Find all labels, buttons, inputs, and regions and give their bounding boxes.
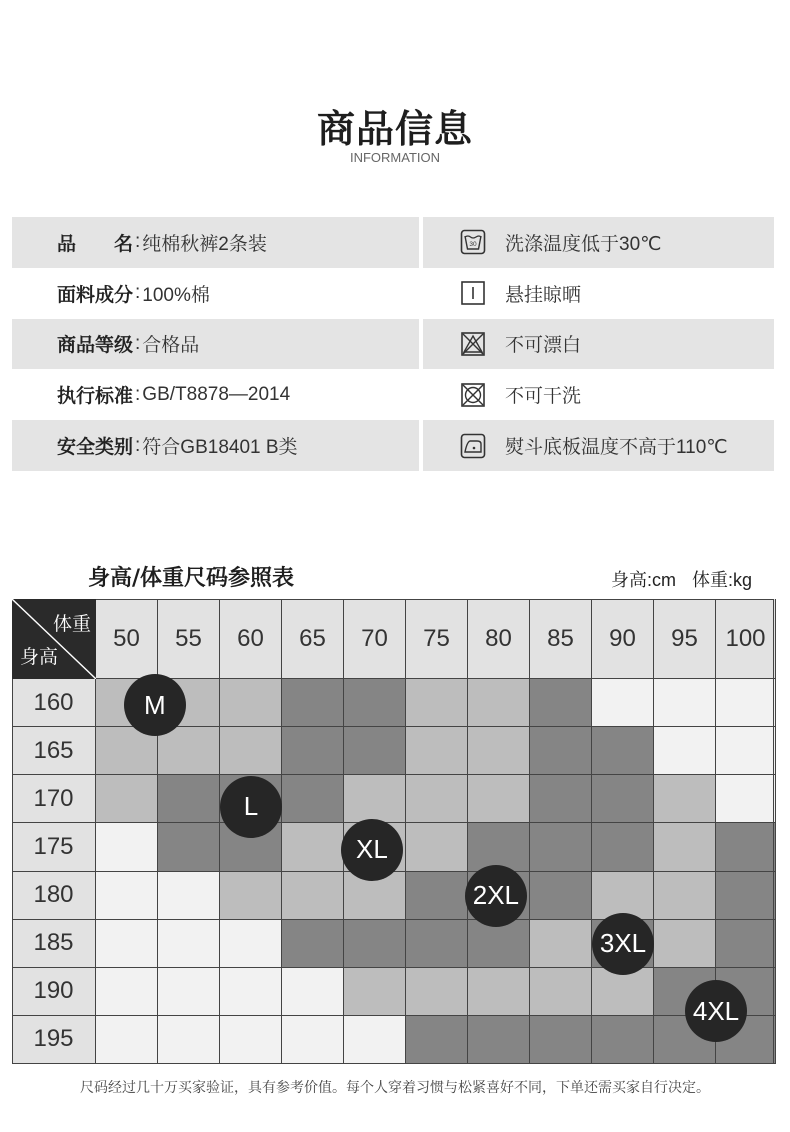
size-cell [158,872,220,920]
size-cell [468,727,530,775]
weight-header-cell: 55 [158,599,220,679]
size-cell [592,968,654,1016]
size-cell [96,968,158,1016]
info-row [12,369,774,420]
size-cell [220,968,282,1016]
size-cell [406,775,468,823]
iron-110-icon [460,433,486,459]
size-cell [96,775,158,823]
size-cell [282,775,344,823]
size-cell [468,968,530,1016]
size-cell [530,679,592,727]
size-cell [406,823,468,871]
size-cell [406,920,468,968]
size-cell [344,1016,406,1064]
size-cell [530,823,592,871]
size-cell [282,920,344,968]
size-cell [282,872,344,920]
info-separator: : [135,231,141,253]
height-header-cell: 195 [12,1016,96,1064]
info-value: 合格品 [142,335,200,357]
size-cell [158,727,220,775]
size-cell [282,727,344,775]
info-separator: : [135,332,141,354]
height-header-cell: 160 [12,679,96,727]
care-text: 悬挂晾晒 [505,284,582,306]
size-cell [220,727,282,775]
size-cell [592,727,654,775]
no-bleach-icon [460,331,486,357]
size-cell [654,920,716,968]
weight-header-cell: 90 [592,599,654,679]
weight-header-cell: 60 [220,599,282,679]
size-cell [592,823,654,871]
info-separator: : [135,434,141,456]
size-cell [592,1016,654,1064]
hang-dry-icon [460,280,486,306]
size-cell [468,920,530,968]
weight-header-cell: 65 [282,599,344,679]
size-cell [220,679,282,727]
size-cell [96,872,158,920]
size-cell [96,920,158,968]
size-cell [158,920,220,968]
size-badge: L [220,776,282,838]
size-cell [344,679,406,727]
size-cell [406,727,468,775]
size-cell [344,968,406,1016]
size-cell [344,775,406,823]
size-cell [468,1016,530,1064]
size-cell [220,1016,282,1064]
size-cell [530,968,592,1016]
svg-text:30: 30 [469,241,477,249]
size-chart-title: 身高/体重尺码参照表 [88,566,295,591]
size-cell [158,775,220,823]
size-cell [158,968,220,1016]
size-cell [96,1016,158,1064]
size-badge: XL [341,819,403,881]
info-row [12,420,774,471]
care-text: 不可干洗 [505,386,582,408]
size-cell [530,727,592,775]
weight-header-cell: 50 [96,599,158,679]
size-cell [716,823,776,871]
size-cell [468,679,530,727]
size-badge: M [124,674,186,736]
info-label: 执行标准 [57,385,134,408]
size-cell [96,823,158,871]
weight-header-cell: 75 [406,599,468,679]
height-header-cell: 190 [12,968,96,1016]
size-cell [530,775,592,823]
size-cell [654,823,716,871]
info-label: 面料成分 [57,283,134,306]
size-badge: 2XL [465,865,527,927]
size-cell [716,872,776,920]
size-cell [716,679,776,727]
height-header-cell: 170 [12,775,96,823]
size-cell [158,823,220,871]
info-label: 安全类别 [57,436,134,459]
size-cell [654,727,716,775]
size-cell [716,920,776,968]
size-cell [530,872,592,920]
size-cell [344,920,406,968]
info-value: 符合GB18401 B类 [142,437,298,459]
height-unit: 身高:cm [610,570,676,590]
size-cell [282,679,344,727]
weight-header-cell: 100 [716,599,776,679]
corner-height-label: 身高 [20,646,59,668]
info-separator: : [135,383,141,405]
info-row [12,319,774,370]
size-cell [530,1016,592,1064]
size-chart-units [611,566,752,592]
info-separator: : [135,282,141,304]
info-label: 品 名 [57,232,134,255]
size-cell [406,968,468,1016]
footnote: 尺码经过几十万买家验证，具有参考价值。每个人穿着习惯与松紧喜好不同，下单还需买家自行决定。 [80,1080,710,1096]
size-cell [220,920,282,968]
no-dry-clean-icon [460,382,486,408]
info-value: 纯棉秋裤2条装 [142,233,267,255]
size-cell [158,1016,220,1064]
size-cell [468,775,530,823]
size-cell [406,679,468,727]
size-cell [406,1016,468,1064]
info-value: GB/T8878—2014 [142,383,291,405]
corner-header [12,599,96,679]
size-cell [406,872,468,920]
size-cell [220,872,282,920]
size-cell [716,775,776,823]
info-row [12,268,774,319]
height-header-cell: 180 [12,872,96,920]
weight-header-cell: 80 [468,599,530,679]
care-text: 熨斗底板温度不高于110℃ [505,437,728,459]
page-subtitle: INFORMATION [349,150,441,165]
weight-header-cell: 85 [530,599,592,679]
height-header-cell: 175 [12,823,96,871]
corner-weight-label: 体重 [52,613,91,635]
size-cell [592,775,654,823]
weight-header-cell: 70 [344,599,406,679]
size-cell [282,823,344,871]
size-cell [592,679,654,727]
size-cell [716,727,776,775]
page-title: 商品信息 [316,107,473,151]
size-badge: 3XL [592,913,654,975]
size-cell [530,920,592,968]
care-text: 不可漂白 [505,335,582,357]
info-value: 100%棉 [142,284,210,306]
size-badge: 4XL [685,980,747,1042]
size-cell [282,1016,344,1064]
size-cell [654,775,716,823]
size-cell [344,727,406,775]
size-cell [282,968,344,1016]
size-cell [654,872,716,920]
wash-30-icon [460,229,486,255]
care-text: 洗涤温度低于30℃ [505,233,662,255]
size-cell [654,679,716,727]
info-row [12,217,774,268]
size-chart-grid [12,599,774,1064]
height-header-cell: 185 [12,920,96,968]
weight-unit: 体重:kg [691,570,752,590]
weight-header-cell: 95 [654,599,716,679]
product-info-table [12,217,774,471]
height-header-cell: 165 [12,727,96,775]
info-label: 商品等级 [57,334,134,357]
